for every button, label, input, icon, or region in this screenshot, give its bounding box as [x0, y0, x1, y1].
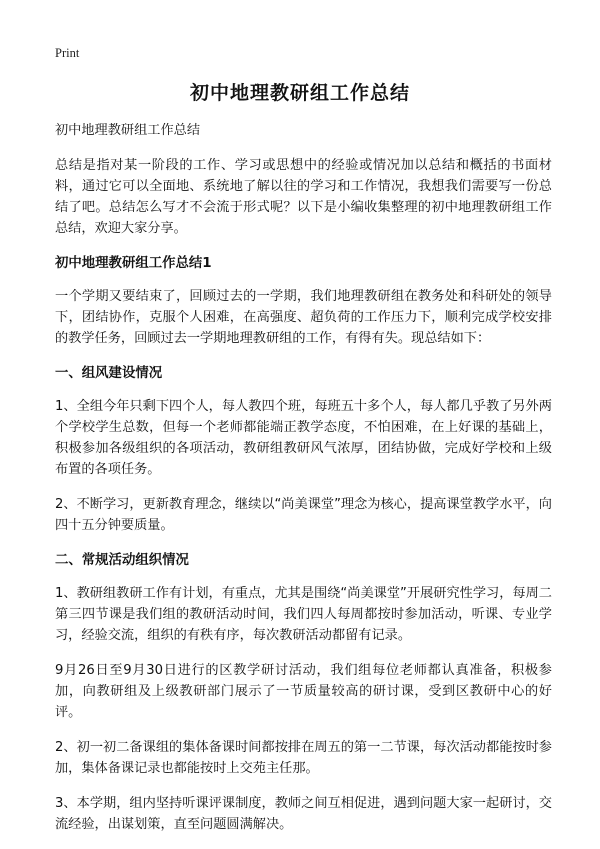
paragraph-3: 1、教研组教研工作有计划，有重点，尤其是围绕“尚美课堂”开展研究性学习，每周二第三四节课是我们组的教研活动时间，我们四人每周都按时参加活动，听课、专业学习，经验交流，组织的有秩有序，每次教研活动都留有记录。: [55, 586, 552, 643]
heading-group-style: 一、组风建设情况: [55, 366, 163, 381]
intro-paragraph: 总结是指对某一阶段的工作、学习或思想中的经验或情况加以总结和概括的书面材料，通过它可以全面地、系统地了解以往的学习和工作情况，我想我们需要写一份总结了吧。总结怎么写才不会流于形式呢？以下是小编收集整理的初中地理教研组工作总结，欢迎大家分享。: [55, 158, 552, 236]
document-subtitle: 初中地理教研组工作总结: [55, 123, 201, 138]
opening-paragraph: 一个学期又要结束了，回顾过去的一学期，我们地理教研组在教务处和科研处的领导下，团结协作，克服个人困难，在高强度、超负荷的工作压力下，顺利完成学校安排的教学任务，回顾过去一学期地理教研组的工作，有得有失。现总结如下：: [55, 289, 552, 346]
paragraph-2: 2、不断学习，更新教育理念，继续以“尚美课堂”理念为核心，提高课堂教学水平，向四十五分钟要质量。: [55, 497, 552, 533]
document-title: 初中地理教研组工作总结: [189, 82, 410, 104]
document-body: [55, 120, 552, 849]
paragraph-5: 2、初一初二备课组的集体备课时间都按排在周五的第一二节课，每次活动都能按时参加，集体备课记录也都能按时上交苑主任那。: [55, 740, 552, 776]
paragraph-1: 1、全组今年只剩下四个人，每人教四个班，每班五十多个人，每人都几乎教了另外两个学校学生总数，但每一个老师都能端正教学态度，不怕困难，在上好课的基础上，积极参加各级组织的各项活动，教研组教研风气浓厚，团结协做，完成好学校和上级布置的各项任务。: [55, 399, 552, 477]
paragraph-4: 9月26日至9月30日进行的区教学研讨活动，我们组每位老师都认真准备，积极参加，向教研组及上级教研部门展示了一节质量较高的研讨课，受到区教研中心的好评。: [55, 663, 552, 720]
heading-routine-activities: 二、常规活动组织情况: [55, 553, 189, 568]
print-label: Print: [55, 46, 80, 60]
section-title: 初中地理教研组工作总结1: [55, 256, 212, 271]
paragraph-6: 3、本学期，组内坚持听课评课制度，教师之间互相促进，遇到问题大家一起研讨，交流经验，出谋划策，直至问题圆满解决。: [55, 796, 552, 832]
